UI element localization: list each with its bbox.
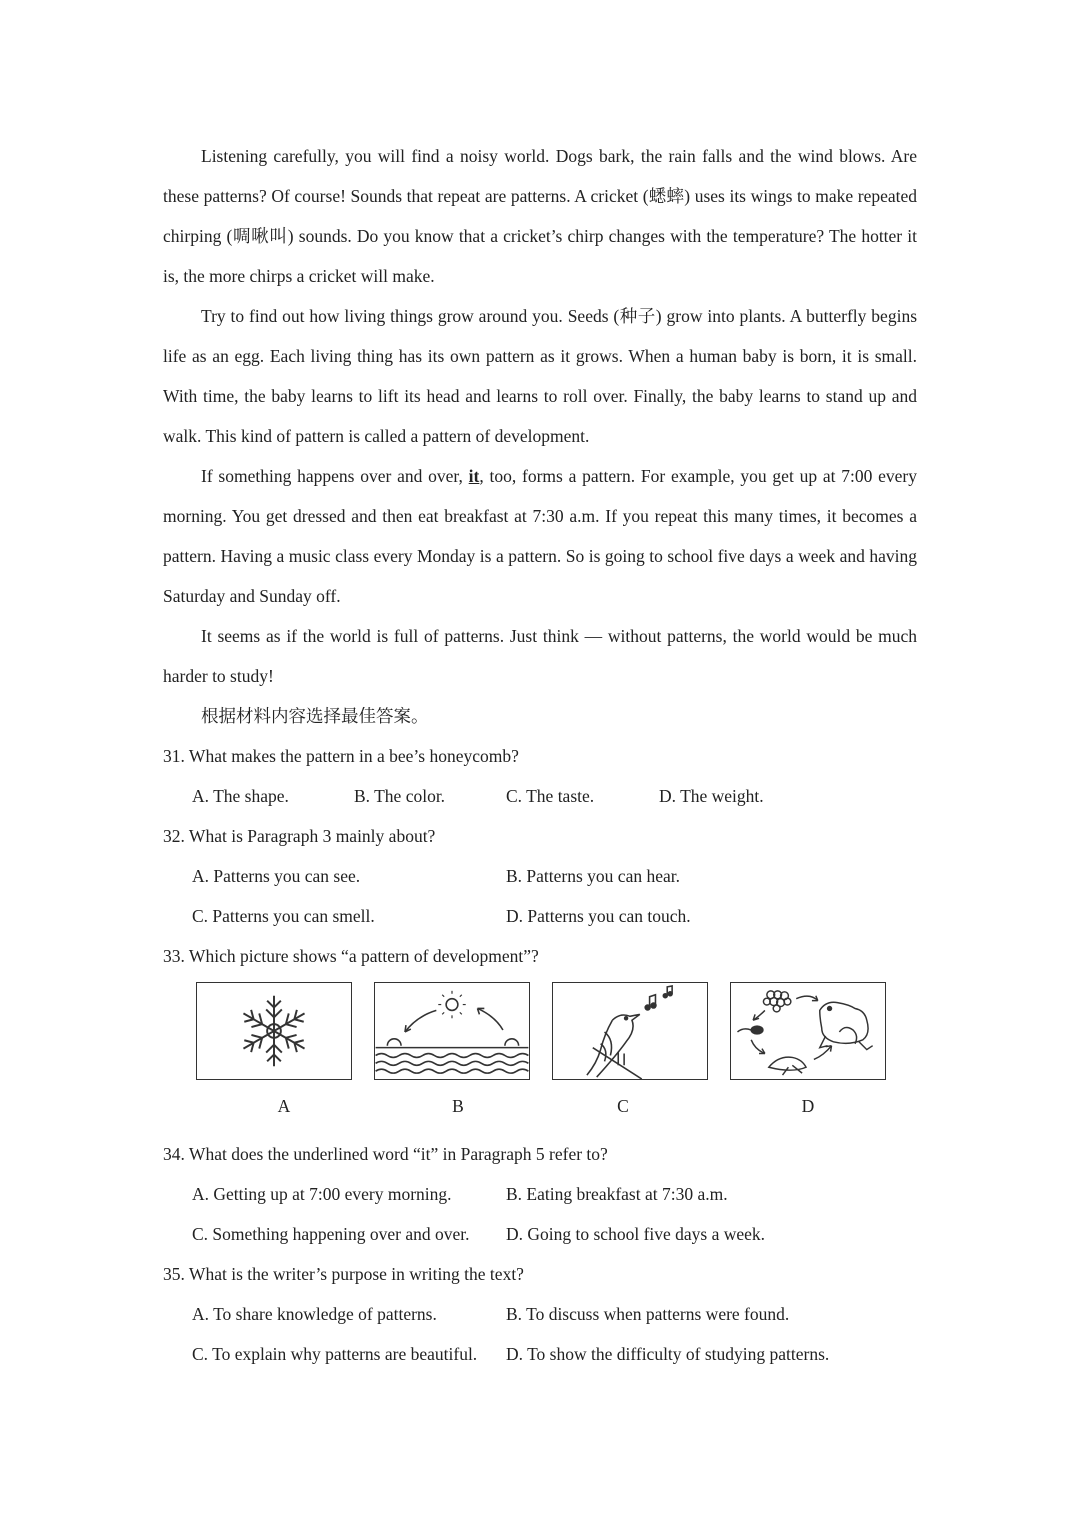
- question-33-pictures: [163, 976, 917, 1134]
- sun-cycle-icon: [375, 983, 529, 1079]
- question-33-stem: 33. Which picture shows “a pattern of development”?: [163, 946, 539, 966]
- picture-c-singing-bird[interactable]: [552, 982, 708, 1080]
- paragraph-3-after: , too, forms a pattern. For example, you get up at 7:00 every morning. You get dressed and then eat breakfast at 7:30 a.m. If you repeat this many times, it becomes a pattern. Having a music class every Monday is a pattern. So is going to school five days a week and having Saturday and Sunday off.: [163, 466, 917, 606]
- q31-option-c[interactable]: C. The taste.: [506, 786, 595, 806]
- q31-option-b[interactable]: B. The color.: [354, 786, 446, 806]
- frog-life-cycle-icon: [731, 983, 885, 1079]
- q34-option-b[interactable]: B. Eating breakfast at 7:30 a.m.: [506, 1184, 728, 1204]
- question-31-options: [163, 776, 917, 816]
- paragraph-1: Listening carefully, you will find a noisy world. Dogs bark, the rain falls and the wind blows. Are these patterns? Of course! Sounds that repeat are patterns. A cricket (蟋蟀) uses its wings to make repeated chirping (啁啾叫) sounds. Do you know that a cricket’s chirp changes with the temperature? The hotter it is, the more chirps a cricket will make.: [163, 146, 917, 286]
- q34-option-c[interactable]: C. Something happening over and over.: [192, 1224, 470, 1244]
- q32-option-a[interactable]: A. Patterns you can see.: [192, 866, 361, 886]
- q32-option-c[interactable]: C. Patterns you can smell.: [192, 906, 375, 926]
- q35-option-d[interactable]: D. To show the difficulty of studying patterns.: [506, 1344, 830, 1364]
- q34-option-d[interactable]: D. Going to school five days a week.: [506, 1224, 766, 1244]
- paragraph-3: [163, 456, 917, 616]
- picture-d-frog-life-cycle[interactable]: [730, 982, 886, 1080]
- question-32-stem: 32. What is Paragraph 3 mainly about?: [163, 826, 436, 846]
- question-34-options-row-2: [163, 1214, 917, 1254]
- underlined-word-it: it: [468, 466, 480, 486]
- snowflake-icon: [197, 983, 351, 1079]
- question-35-stem: 35. What is the writer’s purpose in writing the text?: [163, 1264, 524, 1284]
- picture-b-sun-cycle[interactable]: [374, 982, 530, 1080]
- q31-option-d[interactable]: D. The weight.: [659, 786, 764, 806]
- q31-option-a[interactable]: A. The shape.: [192, 786, 289, 806]
- picture-label-d: D: [801, 1096, 815, 1116]
- paragraph-4: It seems as if the world is full of patterns. Just think — without patterns, the world would be much harder to study!: [163, 626, 917, 686]
- picture-label-b: B: [452, 1096, 464, 1116]
- question-34-stem: 34. What does the underlined word “it” in Paragraph 5 refer to?: [163, 1144, 608, 1164]
- q35-option-c[interactable]: C. To explain why patterns are beautiful.: [192, 1344, 478, 1364]
- picture-label-c: C: [617, 1096, 629, 1116]
- q32-option-b[interactable]: B. Patterns you can hear.: [506, 866, 680, 886]
- question-34-options-row-1: [163, 1174, 917, 1214]
- paragraph-2: Try to find out how living things grow around you. Seeds (种子) grow into plants. A butterfly begins life as an egg. Each living thing has its own pattern as it grows. When a human baby is born, it is small. With time, the baby learns to lift its head and learns to roll over. Finally, the baby learns to stand up and walk. This kind of pattern is called a pattern of development.: [163, 306, 917, 446]
- frog-eggs-icon: [763, 991, 790, 1012]
- paragraph-3-before: If something happens over and over,: [201, 466, 469, 486]
- question-35-options-row-2: [163, 1334, 917, 1374]
- picture-a-snowflake[interactable]: [196, 982, 352, 1080]
- picture-label-a: A: [277, 1096, 291, 1116]
- exam-page: [163, 136, 917, 1374]
- question-32-options-row-1: [163, 856, 917, 896]
- question-31-stem: 31. What makes the pattern in a bee’s honeycomb?: [163, 746, 519, 766]
- instruction: 根据材料内容选择最佳答案。: [201, 706, 429, 726]
- bird-icon: [553, 983, 707, 1079]
- q35-option-a[interactable]: A. To share knowledge of patterns.: [192, 1304, 437, 1324]
- question-35-options-row-1: [163, 1294, 917, 1334]
- q35-option-b[interactable]: B. To discuss when patterns were found.: [506, 1304, 790, 1324]
- question-32-options-row-2: [163, 896, 917, 936]
- q34-option-a[interactable]: A. Getting up at 7:00 every morning.: [192, 1184, 452, 1204]
- q32-option-d[interactable]: D. Patterns you can touch.: [506, 906, 691, 926]
